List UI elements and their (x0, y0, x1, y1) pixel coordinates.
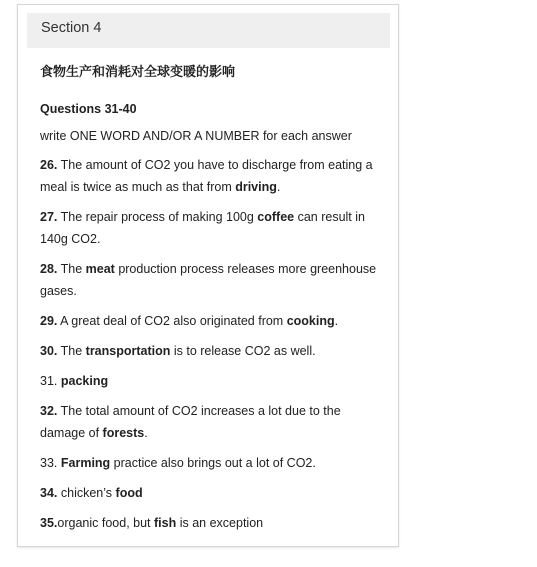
question-text: The amount of CO2 you have to discharge from eating a meal is twice as much as that from (40, 158, 373, 194)
question-text: The (57, 262, 86, 276)
answer-word: transportation (85, 344, 171, 358)
section-header (27, 13, 390, 48)
instruction-text: write ONE WORD AND/OR A NUMBER for each answer (40, 129, 352, 143)
question-item (40, 482, 385, 504)
question-number: 34. (40, 486, 58, 500)
question-number: 29. (40, 314, 58, 328)
question-item (40, 512, 385, 534)
answer-word: fish (154, 516, 177, 530)
question-text: The (57, 344, 86, 358)
question-content (40, 63, 385, 542)
question-text-tail: practice also brings out a lot of CO2. (110, 456, 316, 470)
answer-word: cooking (286, 314, 335, 328)
question-number: 31. (40, 374, 58, 388)
question-item (40, 340, 385, 362)
question-text-tail: is an exception (176, 516, 264, 530)
question-text: A great deal of CO2 also originated from (57, 314, 287, 328)
question-item (40, 400, 385, 444)
question-list (40, 154, 385, 534)
question-number: 32. (40, 404, 58, 418)
question-item (40, 206, 385, 250)
question-item (40, 154, 385, 198)
section-title: Section 4 (41, 20, 102, 36)
answer-word: forests (102, 426, 145, 440)
question-number: 26. (40, 158, 58, 172)
question-text-tail: . (334, 314, 339, 328)
answer-word: meat (85, 262, 115, 276)
question-text: organic food, but (57, 516, 154, 530)
question-item (40, 258, 385, 302)
question-text-tail: can result in 140g CO2. (40, 210, 365, 246)
question-text-tail: . (276, 180, 281, 194)
question-card (17, 4, 399, 547)
question-text: The total amount of CO2 increases a lot due to the damage of (40, 404, 341, 440)
question-text: The repair process of making 100g (57, 210, 258, 224)
question-text-tail: is to release CO2 as well. (170, 344, 316, 358)
answer-word: coffee (257, 210, 295, 224)
question-item (40, 310, 385, 332)
answer-word: packing (60, 374, 109, 388)
question-number: 27. (40, 210, 58, 224)
question-text-tail: . (144, 426, 148, 440)
question-text-tail: production process releases more greenhouse gases. (40, 262, 377, 298)
questions-range: Questions 31-40 (40, 102, 137, 116)
question-number: 33. (40, 456, 58, 470)
question-item (40, 370, 385, 392)
answer-word: Farming (60, 456, 111, 470)
question-number: 35. (40, 516, 58, 530)
question-number: 28. (40, 262, 58, 276)
question-text: chicken’s (57, 486, 116, 500)
question-number: 30. (40, 344, 58, 358)
chinese-heading: 食物生产和消耗对全球变暖的影响 (40, 65, 236, 80)
answer-word: driving (235, 180, 277, 194)
question-item (40, 452, 385, 474)
answer-word: food (115, 486, 143, 500)
